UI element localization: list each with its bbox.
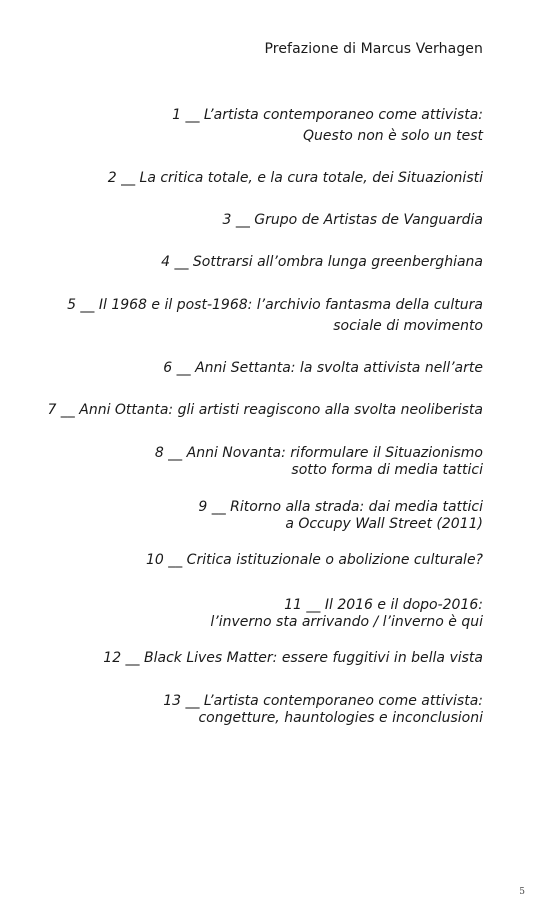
toc-entry-4 [161, 252, 483, 273]
toc-entry-3-line-1: 3 __ Grupo de Artistas de Vanguardia [222, 212, 483, 228]
toc-entry-12-line-1: 12 __ Black Lives Matter: essere fuggitivi in bella vista [103, 650, 483, 666]
toc-entry-12 [103, 648, 483, 669]
toc-entry-9 [198, 499, 483, 533]
toc-entry-5-line-2: sociale di movimento [333, 318, 483, 334]
toc-entry-1-line-1: 1 __ L’artista contemporaneo come attivista: [172, 107, 483, 123]
toc-entry-2-line-1: 2 __ La critica totale, e la cura totale, dei Situazionisti [107, 170, 483, 186]
toc-entry-4-line-1: 4 __ Sottrarsi all’ombra lunga greenberghiana [161, 254, 483, 270]
toc-entry-10-line-1: 10 __ Critica istituzionale o abolizione culturale? [145, 552, 483, 568]
toc-entry-8-line-2: sotto forma di media tattici [291, 462, 483, 478]
toc-entry-1-line-2: Questo non è solo un test [303, 128, 483, 144]
toc-entry-11-line-1: 11 __ Il 2016 e il dopo-2016: [284, 597, 483, 613]
toc-entry-2 [108, 168, 483, 189]
toc-entry-9-line-2: a Occupy Wall Street (2011) [285, 516, 483, 532]
toc-entry-13-line-1: 13 __ L’artista contemporaneo come attivista: [163, 693, 483, 709]
toc-entry-7 [47, 400, 483, 421]
toc-entry-11 [210, 597, 483, 631]
toc-entry-8 [155, 445, 483, 479]
toc-entry-7-line-1: 7 __ Anni Ottanta: gli artisti reagiscono alla svolta neoliberista [47, 402, 483, 418]
toc-entry-11-line-2: l’inverno sta arrivando / l’inverno è qui [210, 614, 483, 630]
page-number: 5 [519, 887, 525, 897]
toc-entry-5-line-1: 5 __ Il 1968 e il post-1968: l’archivio fantasma della cultura [67, 297, 483, 313]
toc-entry-8-line-1: 8 __ Anni Novanta: riformulare il Situazionismo [154, 445, 483, 461]
toc-entry-9-line-1: 9 __ Ritorno alla strada: dai media tattici [198, 499, 483, 515]
toc-entry-10 [146, 550, 483, 571]
toc-entry-6 [163, 358, 483, 379]
toc-entry-5 [67, 295, 483, 337]
toc-entry-3 [223, 210, 484, 231]
toc-entry-13-line-2: congetture, hauntologies e inconclusioni [198, 710, 483, 726]
preface-heading: Prefazione di Marcus Verhagen [264, 41, 483, 57]
toc-entry-13 [163, 693, 483, 727]
toc-entry-1 [172, 105, 483, 147]
toc-entry-6-line-1: 6 __ Anni Settanta: la svolta attivista nell’arte [163, 360, 483, 376]
